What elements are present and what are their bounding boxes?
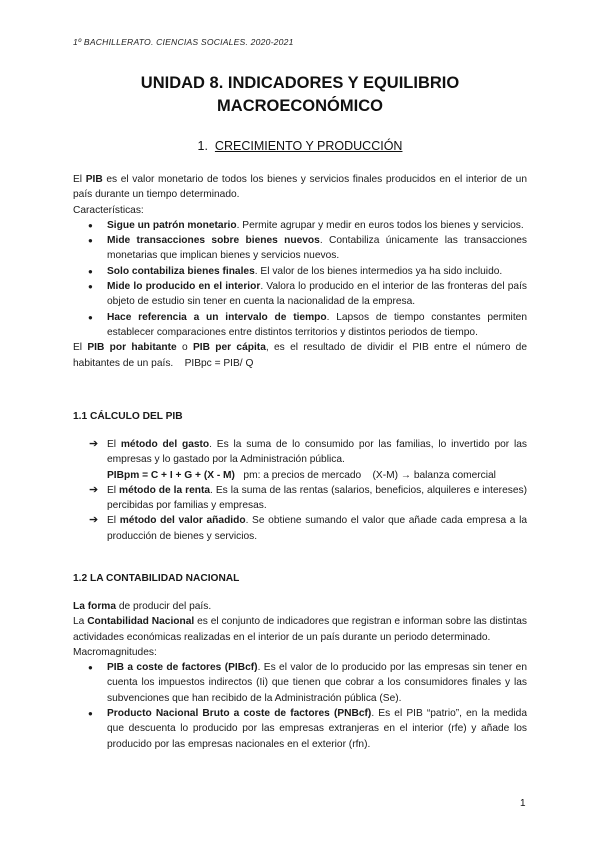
arrow-icon: ➔: [89, 514, 99, 527]
list-item: [73, 310, 527, 341]
item-term: Hace referencia a un intervalo de tiempo: [107, 311, 327, 323]
caracteristicas-list: [73, 218, 527, 340]
list-item: [73, 264, 527, 279]
item-term: Sigue un patrón monetario: [107, 219, 237, 231]
formula-line: [107, 468, 527, 483]
arrow-icon: ➔: [89, 483, 99, 496]
item-text: . Lapsos de tiempo constantes permiten establecer comparaciones entre distintos territorios y distintos periodos de tiempo.: [107, 311, 527, 338]
subsection-heading-contabilidad: 1.2 LA CONTABILIDAD NACIONAL: [73, 573, 240, 584]
pibpc-paragraph: [73, 340, 527, 371]
item-text: . Es la suma de las rentas (salarios, beneficios, alquileres e intereses) percibidas por familias y empresas.: [107, 484, 527, 512]
pibpc-formula: PIBpc = PIB/ Q: [184, 357, 254, 369]
list-item: [73, 437, 527, 483]
page-number: 1: [520, 798, 526, 809]
macro-list: [73, 660, 527, 752]
subsection-heading-calculo: 1.1 CÁLCULO DEL PIB: [73, 411, 183, 422]
page-title: [0, 72, 600, 118]
metodos-list: [73, 437, 527, 544]
item-text: . Es el PIB “patrio”, en la medida que descuenta lo producido por las empresas extranjeras en el interior (rfe) y añade los producido por las empresas nacionales en el exterior (rfn).: [107, 708, 527, 750]
list-item: [73, 233, 527, 264]
title-line-2: MACROECONÓMICO: [217, 97, 383, 115]
metodos-block: [73, 437, 527, 544]
text-run: El: [73, 174, 86, 185]
term-pib: PIB: [85, 174, 103, 185]
section-number: 1.: [197, 139, 208, 153]
item-term: PIB a coste de factores (PIBcf): [107, 662, 258, 674]
term-pib-habitante: PIB por habitante: [87, 342, 177, 354]
intro-block: [73, 172, 527, 371]
contabilidad-block: [73, 599, 527, 752]
item-term: Producto Nacional Bruto a coste de factores (PNBcf): [107, 708, 372, 720]
item-text: . Permite agrupar y medir en euros todos los bienes y servicios.: [236, 219, 524, 231]
macro-label: Macromagnitudes:: [73, 646, 157, 658]
section-heading-1: [0, 139, 600, 153]
item-text: . Es el valor de lo producido por las empresas sin tener en cuenta los impuestos indirectos (Ii) que tienen que cobrar a los consumidores finales y las subvenciones que han recibido de la Administración pública (Se).: [107, 662, 527, 704]
item-term: método del gasto: [120, 439, 210, 450]
list-item: [73, 660, 527, 706]
intro-paragraph: [73, 172, 527, 203]
text-run: El: [107, 484, 120, 496]
section-title: CRECIMIENTO Y PRODUCCIÓN: [214, 139, 403, 153]
item-term: Mide transacciones sobre bienes nuevos: [107, 235, 320, 247]
text-run: es el valor monetario de todos los bienes y servicios finales producidos en el interior de un país durante un tiempo determinado.: [73, 174, 527, 201]
text-run: es el conjunto de indicadores que registran e informan sobre las distintas actividades económicas realizadas en el interior de un país durante un periodo determinado.: [73, 616, 527, 643]
arrow-icon: ➔: [89, 438, 99, 450]
item-text: . Valora lo producido en el interior de las fronteras del país objeto de estudio sin tener en cuenta la nacionalidad de la empresa.: [107, 281, 527, 308]
term-forma: La forma: [73, 601, 117, 612]
formula-note: pm: a precios de mercado (X-M) → balanza comercial: [234, 469, 496, 481]
formula-pibpm: PIBpm = C + I + G + (X - M): [107, 469, 235, 481]
list-item: [73, 513, 527, 544]
item-term: Solo contabiliza bienes finales: [107, 265, 255, 277]
list-item: [73, 279, 527, 310]
text-run: El: [107, 439, 121, 450]
title-line-1: UNIDAD 8. INDICADORES Y EQUILIBRIO: [140, 74, 460, 92]
forma-paragraph: [73, 599, 527, 614]
text-run: La: [73, 616, 88, 628]
item-text: . Se obtiene sumando el valor que añade cada empresa a la producción de bienes y servicios.: [107, 515, 528, 542]
item-term: Mide lo producido en el interior: [107, 281, 261, 293]
item-text: . El valor de los bienes intermedios ya ha sido incluido.: [254, 265, 503, 277]
item-term: método de la renta: [119, 484, 211, 496]
page-header: 1º BACHILLERATO. CIENCIAS SOCIALES. 2020-2021: [73, 37, 294, 47]
item-term: método del valor añadido: [119, 515, 246, 527]
list-item: [73, 218, 527, 233]
item-text: . Contabiliza únicamente las transacciones monetarias que implican bienes y servicios nuevos.: [107, 235, 527, 262]
text-run: El: [107, 515, 120, 527]
list-item: [73, 483, 527, 514]
caracteristicas-label: Características:: [73, 204, 144, 216]
list-item: [73, 706, 527, 752]
term-pib-per-capita: PIB per cápita: [192, 342, 266, 354]
text-run: de producir del país.: [116, 601, 212, 612]
contabilidad-paragraph: [73, 614, 527, 645]
text-run: , es el resultado de dividir el PIB entre el número de habitantes de un país.: [73, 342, 528, 369]
term-contabilidad: Contabilidad Nacional: [87, 616, 195, 628]
text-run: o: [176, 342, 193, 354]
item-text: . Es la suma de lo consumido por las familias, lo invertido por las empresas y lo gastado por la Administración pública.: [107, 439, 528, 466]
text-run: El: [73, 342, 88, 354]
